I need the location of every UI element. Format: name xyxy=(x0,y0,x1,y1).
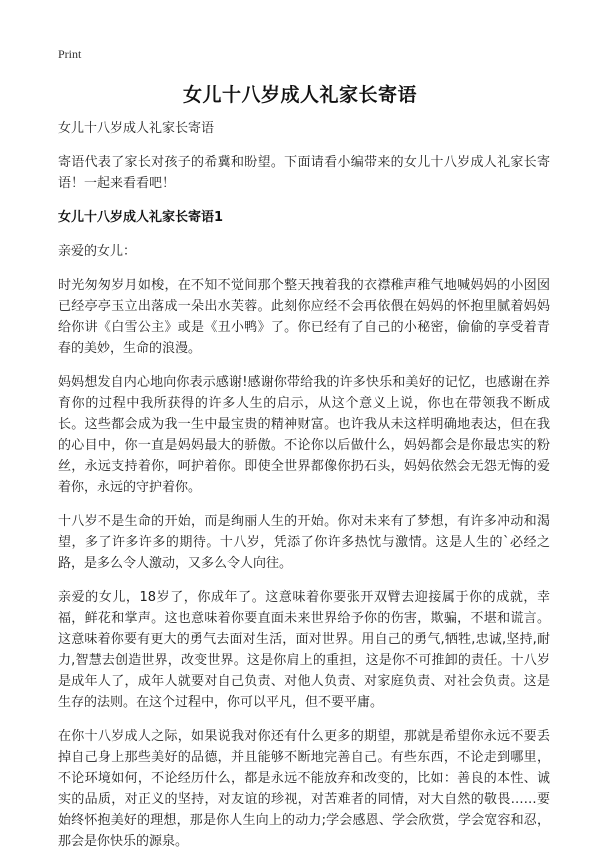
document-subtitle: 女儿十八岁成人礼家长寄语 xyxy=(58,121,215,136)
salutation: 亲爱的女儿： xyxy=(58,244,137,259)
document-body xyxy=(58,118,550,865)
section-heading: 女儿十八岁成人礼家长寄语1 xyxy=(58,210,224,225)
paragraph-4: 亲爱的女儿，18岁了，你成年了。这意味着你要张开双臂去迎接属于你的成就，幸福，鲜花和掌声。这也意味着你要直面未来世界给予你的伤害，欺骗，不堪和谎言。这意味着你要有更大的勇气去面对生活，面对世界。用自己的勇气,牺牲,忠诚,坚持,耐力,智慧去创造世界，改变世界。这是你肩上的重担，这是你不可推卸的责任。十八岁是成年人了，成年人就要对自己负责、对他人负责、对家庭负责、对社会负责。这是生存的法则。在这个过程中，你可以平凡，但不要平庸。 xyxy=(58,590,550,710)
paragraph-5: 在你十八岁成人之际，如果说我对你还有什么更多的期望，那就是希望你永远不要丢掉自己身上那些美好的品德，并且能够不断地完善自己。有些东西，不论走到哪里，不论环境如何，不论经历什么，都是永远不能放弃和改变的，比如：善良的本性、诚实的品质，对正义的坚持，对友谊的珍视，对苦难者的同情，对大自然的敬畏……要始终怀抱美好的理想，那是你人生向上的动力;学会感恩、学会欣赏，学会宽容和忍，那会是你快乐的源泉。 xyxy=(58,729,550,849)
paragraph-3: 十八岁不是生命的开始，而是绚丽人生的开始。你对未来有了梦想，有许多冲动和渴望，多了许多许多的期待。十八岁，凭添了你许多热忱与激情。这是人生的`必经之路，是多么令人激动，又多么令人向往。 xyxy=(58,514,550,571)
paragraph-2: 妈妈想发自内心地向你表示感谢!感谢你带给我的许多快乐和美好的记忆，也感谢在养育你的过程中我所获得的许多人生的启示，从这个意义上说，你也在带领我不断成长。这些都会成为我一生中最宝贵的精神财富。也许我从未这样明确地表达，但在我的心目中，你一直是妈妈最大的骄傲。不论你以后做什么，妈妈都会是你最忠实的粉丝，永远支持着你，呵护着你。即使全世界都像你扔石头，妈妈依然会无怨无悔的爱着你，永远的守护着你。 xyxy=(58,375,550,495)
print-link[interactable]: Print xyxy=(58,47,82,61)
paragraph-1: 时光匆匆岁月如梭，在不知不觉间那个整天拽着我的衣襟稚声稚气地喊妈妈的小囡囡已经亭亭玉立出落成一朵出水芙蓉。此刻你应经不会再依偎在妈妈的怀抱里腻着妈妈给你讲《白雪公主》或是《丑小鸭》了。你已经有了自己的小秘密，偷偷的享受着青春的美妙，生命的浪漫。 xyxy=(58,278,550,356)
intro-paragraph: 寄语代表了家长对孩子的希冀和盼望。下面请看小编带来的女儿十八岁成人礼家长寄语！一起来看看吧！ xyxy=(58,155,550,191)
page-title: 女儿十八岁成人礼家长寄语 xyxy=(182,84,417,106)
